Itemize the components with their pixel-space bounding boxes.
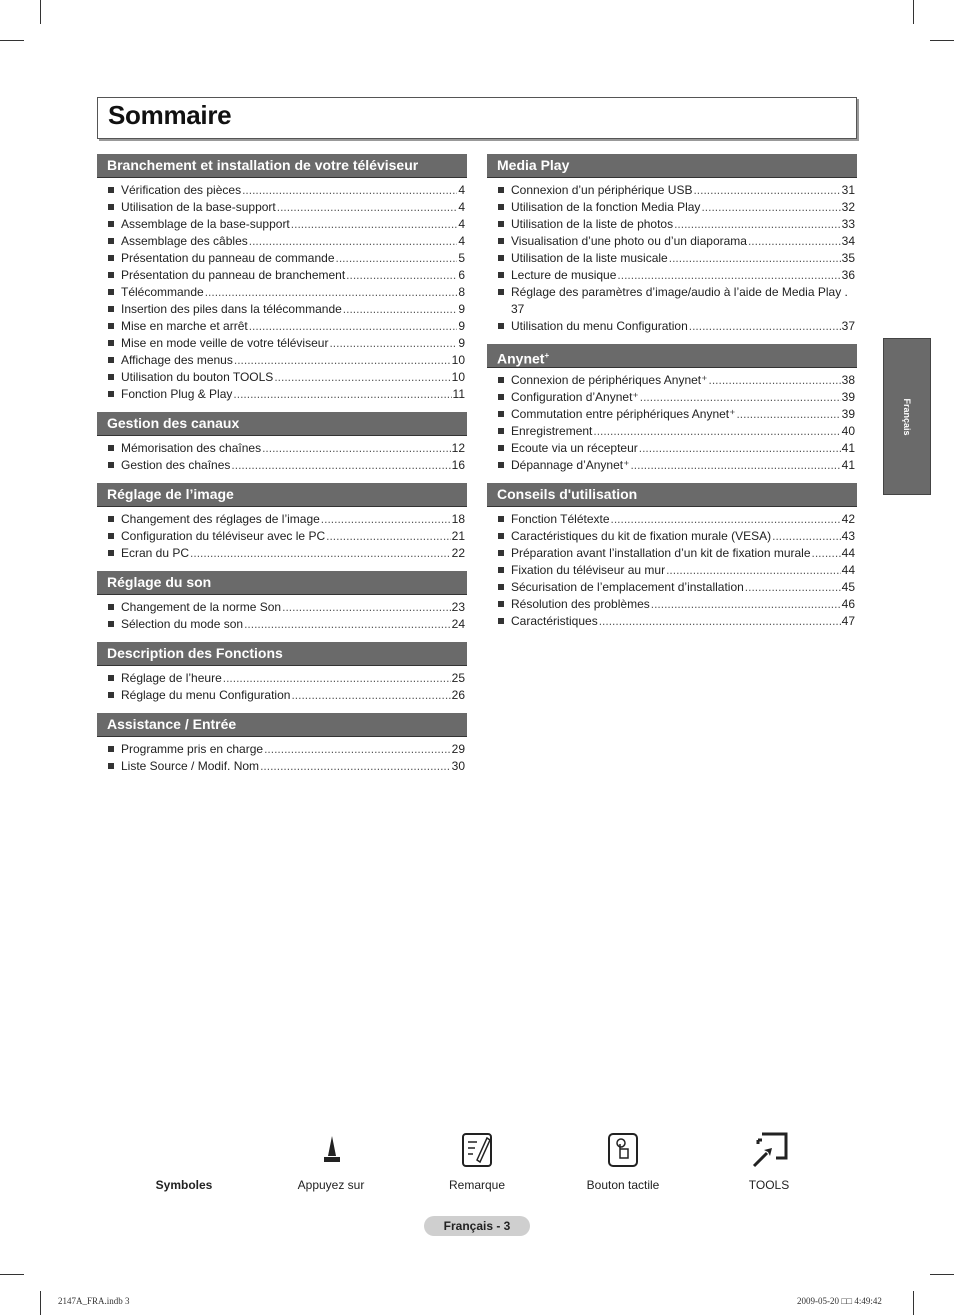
section-heading — [97, 412, 467, 436]
toc-entry[interactable] — [97, 440, 467, 457]
toc-list — [97, 440, 467, 474]
dot-leader — [812, 545, 841, 562]
toc-entry[interactable] — [97, 616, 467, 633]
crop-mark — [0, 40, 24, 41]
toc-entry[interactable] — [487, 528, 857, 545]
toc-entry-text: Résolution des problèmes — [511, 597, 650, 611]
toc-entry[interactable] — [97, 687, 467, 704]
toc-entry-text: Présentation du panneau de branchement — [121, 268, 346, 282]
dot-leader — [262, 440, 451, 457]
toc-entry-page: 10 — [451, 353, 465, 367]
dot-leader — [689, 318, 841, 335]
toc-entry[interactable] — [487, 372, 857, 389]
toc-entry-text: Assemblage de la base-support — [121, 217, 290, 231]
toc-entry-page: 23 — [451, 600, 465, 614]
symbols-heading: Symboles — [155, 1178, 213, 1192]
toc-entry-page: 42 — [841, 512, 855, 526]
toc-entry-page: 35 — [841, 251, 855, 265]
toc-section — [97, 412, 467, 474]
dot-leader — [242, 182, 457, 199]
dot-leader — [264, 741, 451, 758]
toc-entry[interactable] — [97, 741, 467, 758]
toc-section — [97, 483, 467, 562]
toc-entry[interactable] — [487, 199, 857, 216]
section-heading-text: Anynet — [497, 350, 545, 367]
toc-entry-text: Utilisation du menu Configuration — [511, 319, 688, 333]
toc-entry-page: 4 — [458, 200, 465, 214]
toc-entry-page: 5 — [458, 251, 465, 265]
toc-entry[interactable] — [97, 182, 467, 199]
toc-entry-page: 45 — [841, 580, 855, 594]
toc-list — [97, 511, 467, 562]
symbol-label-touch: Bouton tactile — [586, 1178, 660, 1192]
toc-entry-text: Réglage du menu Configuration — [121, 688, 291, 702]
dot-leader — [736, 406, 840, 423]
dot-leader — [234, 352, 451, 369]
toc-entry[interactable] — [97, 284, 467, 301]
toc-entry-text: Ecoute via un récepteur — [511, 441, 638, 455]
dot-leader — [277, 199, 458, 216]
toc-entry-page: 32 — [841, 200, 855, 214]
toc-entry-text: Assemblage des câbles — [121, 234, 248, 248]
toc-entry[interactable] — [97, 250, 467, 267]
crop-mark — [930, 40, 954, 41]
toc-entry-page: 22 — [451, 546, 465, 560]
toc-entry[interactable] — [97, 233, 467, 250]
dot-leader — [291, 216, 458, 233]
toc-entry[interactable] — [97, 528, 467, 545]
dot-leader — [701, 199, 840, 216]
footer-timestamp: 2009-05-20 □□ 4:49:42 — [797, 1296, 882, 1306]
toc-entry[interactable] — [487, 216, 857, 233]
section-heading-text: Conseils d'utilisation — [497, 486, 638, 502]
toc-entry-page: 9 — [458, 319, 465, 333]
toc-list — [487, 372, 857, 474]
toc-entry[interactable] — [97, 267, 467, 284]
toc-entry-page: 46 — [841, 597, 855, 611]
toc-list — [487, 511, 857, 630]
symbols-legend — [0, 1130, 954, 1200]
toc-entry-text: Réglage des paramètres d’image/audio à l’aide de Media Play . 37 — [511, 285, 848, 316]
toc-entry-text: Fixation du téléviseur au mur — [511, 563, 666, 577]
toc-entry-page: 26 — [451, 688, 465, 702]
section-heading-superscript: + — [544, 351, 550, 360]
dot-leader — [669, 250, 841, 267]
dot-leader — [233, 386, 451, 403]
toc-entry-page: 18 — [451, 512, 465, 526]
toc-entry[interactable] — [97, 216, 467, 233]
symbol-label-note: Remarque — [448, 1178, 506, 1192]
dot-leader — [651, 596, 841, 613]
toc-entry[interactable] — [97, 545, 467, 562]
toc-entry-page: 4 — [458, 234, 465, 248]
toc-list — [97, 670, 467, 704]
crop-mark — [913, 1291, 914, 1315]
dot-leader — [693, 182, 840, 199]
toc-entry-page: 40 — [841, 424, 855, 438]
toc-entry-text: Mise en mode veille de votre téléviseur — [121, 336, 329, 350]
toc-section — [97, 713, 467, 775]
toc-entry[interactable] — [487, 233, 857, 250]
section-heading-text: Media Play — [497, 157, 570, 173]
toc-entry-text: Caractéristiques — [511, 614, 598, 628]
section-heading-text: Réglage du son — [107, 574, 212, 590]
toc-entry-page: 9 — [458, 336, 465, 350]
toc-entry-text: Utilisation de la liste musicale — [511, 251, 668, 265]
toc-entry-page: 4 — [458, 183, 465, 197]
toc-entry-page: 24 — [451, 617, 465, 631]
dot-leader — [599, 613, 841, 630]
toc-entry-text: Enregistrement — [511, 424, 593, 438]
toc-entry-text: Fonction Télétexte — [511, 512, 610, 526]
dot-leader — [639, 440, 841, 457]
section-heading — [97, 642, 467, 666]
section-heading-text: Assistance / Entrée — [107, 716, 237, 732]
toc-entry-page: 4 — [458, 217, 465, 231]
section-heading — [97, 483, 467, 507]
toc-entry-page: 6 — [458, 268, 465, 282]
section-heading-text: Branchement et installation de votre téléviseur — [107, 157, 419, 173]
toc-entry-page: 12 — [451, 441, 465, 455]
toc-entry[interactable] — [487, 562, 857, 579]
toc-entry-page: 16 — [451, 458, 465, 472]
toc-entry-text: Commutation entre périphériques Anynet⁺ — [511, 407, 736, 421]
toc-entry[interactable] — [97, 457, 467, 474]
toc-entry[interactable] — [97, 301, 467, 318]
toc-list — [487, 182, 857, 335]
toc-entry-page: 44 — [841, 563, 855, 577]
toc-entry[interactable] — [97, 199, 467, 216]
toc-entry[interactable] — [97, 369, 467, 386]
toc-entry[interactable] — [487, 284, 857, 318]
section-heading — [487, 483, 857, 507]
toc-entry[interactable] — [487, 389, 857, 406]
dot-leader — [326, 528, 451, 545]
toc-entry[interactable] — [487, 511, 857, 528]
side-tab-label: Français — [902, 397, 912, 436]
toc-section — [487, 344, 857, 474]
toc-entry-page: 25 — [451, 671, 465, 685]
toc-entry[interactable] — [487, 457, 857, 474]
toc-entry-text: Ecran du PC — [121, 546, 190, 560]
toc-entry[interactable] — [487, 267, 857, 284]
toc-entry-text: Changement de la norme Son — [121, 600, 282, 614]
footer-file-info: 2147A_FRA.indb 3 — [58, 1296, 130, 1306]
toc-section — [97, 642, 467, 704]
page-number: Français - 3 — [424, 1216, 530, 1236]
touch-button-icon — [603, 1130, 643, 1170]
toc-entry-text: Changement des réglages de l’image — [121, 512, 320, 526]
toc-entry[interactable] — [487, 318, 857, 335]
toc-entry-page: 47 — [841, 614, 855, 628]
toc-entry-page: 34 — [841, 234, 855, 248]
toc-entry-text: Vérification des pièces — [121, 183, 242, 197]
toc-entry[interactable] — [487, 545, 857, 562]
dot-leader — [748, 233, 841, 250]
dot-leader — [223, 670, 451, 687]
toc-right-column — [487, 154, 857, 639]
toc-entry[interactable] — [97, 511, 467, 528]
toc-entry-page: 44 — [841, 546, 855, 560]
toc-entry-page: 9 — [458, 302, 465, 316]
section-heading — [97, 713, 467, 737]
toc-entry-text: Réglage de l’heure — [121, 671, 222, 685]
toc-entry-text: Liste Source / Modif. Nom — [121, 759, 260, 773]
tools-icon — [750, 1130, 790, 1170]
section-heading — [487, 344, 857, 368]
crop-mark — [40, 0, 41, 24]
toc-list — [97, 599, 467, 633]
dot-leader — [343, 301, 458, 318]
section-heading-text: Réglage de l’image — [107, 486, 234, 502]
toc-entry-text: Connexion d’un périphérique USB — [511, 183, 693, 197]
toc-entry-text: Configuration du téléviseur avec le PC — [121, 529, 326, 543]
toc-entry-page: 36 — [841, 268, 855, 282]
toc-entry[interactable] — [487, 579, 857, 596]
dot-leader — [282, 599, 451, 616]
toc-entry[interactable] — [97, 318, 467, 335]
toc-entry-page: 38 — [841, 373, 855, 387]
toc-entry-text: Télécommande — [121, 285, 204, 299]
toc-entry-text: Présentation du panneau de commande — [121, 251, 335, 265]
toc-entry-text: Affichage des menus — [121, 353, 233, 367]
toc-entry[interactable] — [97, 758, 467, 775]
toc-entry-text: Mise en marche et arrêt — [121, 319, 248, 333]
toc-section — [97, 571, 467, 633]
toc-entry[interactable] — [487, 182, 857, 199]
toc-entry-page: 37 — [841, 319, 855, 333]
crop-mark — [0, 1274, 24, 1275]
toc-entry[interactable] — [487, 423, 857, 440]
toc-entry[interactable] — [487, 440, 857, 457]
section-heading-text: Description des Fonctions — [107, 645, 283, 661]
toc-entry-text: Configuration d’Anynet⁺ — [511, 390, 639, 404]
toc-section — [97, 154, 467, 403]
dot-leader — [231, 457, 450, 474]
dot-leader — [205, 284, 458, 301]
toc-entry-text: Mémorisation des chaînes — [121, 441, 262, 455]
toc-entry-text: Gestion des chaînes — [121, 458, 231, 472]
language-side-tab — [883, 338, 931, 495]
dot-leader — [346, 267, 457, 284]
toc-list — [97, 182, 467, 403]
toc-entry-page: 33 — [841, 217, 855, 231]
crop-mark — [930, 1274, 954, 1275]
toc-entry-text: Visualisation d’une photo ou d’un diaporama — [511, 234, 747, 248]
toc-entry-page: 11 — [452, 387, 465, 401]
dot-leader — [708, 372, 840, 389]
dot-leader — [630, 457, 840, 474]
toc-entry[interactable] — [97, 670, 467, 687]
toc-entry-page: 8 — [458, 285, 465, 299]
note-icon — [457, 1130, 497, 1170]
toc-entry-text: Sélection du mode son — [121, 617, 244, 631]
toc-entry-page: 30 — [451, 759, 465, 773]
section-heading — [487, 154, 857, 178]
toc-entry[interactable] — [487, 613, 857, 630]
toc-entry-text: Utilisation de la base-support — [121, 200, 276, 214]
press-icon — [312, 1130, 352, 1170]
toc-entry[interactable] — [487, 406, 857, 423]
toc-entry-page: 31 — [841, 183, 855, 197]
dot-leader — [617, 267, 840, 284]
dot-leader — [190, 545, 451, 562]
symbol-label-press: Appuyez sur — [297, 1178, 365, 1192]
dot-leader — [249, 233, 458, 250]
toc-entry-page: 21 — [451, 529, 465, 543]
dot-leader — [329, 335, 457, 352]
dot-leader — [321, 511, 451, 528]
section-heading-text: Gestion des canaux — [107, 415, 240, 431]
toc-entry[interactable] — [97, 386, 467, 403]
toc-entry[interactable] — [97, 335, 467, 352]
toc-entry-text: Caractéristiques du kit de fixation murale (VESA) — [511, 529, 772, 543]
dot-leader — [274, 369, 450, 386]
toc-entry-page: 39 — [841, 407, 855, 421]
dot-leader — [745, 579, 841, 596]
toc-entry-text: Utilisation de la liste de photos — [511, 217, 674, 231]
toc-list — [97, 741, 467, 775]
toc-entry-text: Connexion de périphériques Anynet⁺ — [511, 373, 708, 387]
dot-leader — [249, 318, 458, 335]
toc-entry-page: 39 — [841, 390, 855, 404]
toc-entry-page: 10 — [451, 370, 465, 384]
section-heading — [97, 571, 467, 595]
dot-leader — [244, 616, 451, 633]
toc-entry-text: Préparation avant l’installation d’un kit de fixation murale — [511, 546, 811, 560]
dot-leader — [666, 562, 841, 579]
dot-leader — [260, 758, 451, 775]
dot-leader — [593, 423, 840, 440]
section-heading — [97, 154, 467, 178]
crop-mark — [40, 1291, 41, 1315]
toc-left-column — [97, 154, 467, 784]
toc-section — [487, 483, 857, 630]
toc-entry[interactable] — [97, 352, 467, 369]
toc-entry-text: Dépannage d’Anynet⁺ — [511, 458, 630, 472]
toc-entry-text: Utilisation de la fonction Media Play — [511, 200, 701, 214]
toc-entry-text: Insertion des piles dans la télécommande — [121, 302, 342, 316]
toc-entry-text: Programme pris en charge — [121, 742, 264, 756]
dot-leader — [336, 250, 458, 267]
dot-leader — [611, 511, 841, 528]
toc-entry-page: 43 — [841, 529, 855, 543]
symbol-label-tools: TOOLS — [748, 1178, 790, 1192]
crop-mark — [913, 0, 914, 24]
toc-entry-page: 29 — [451, 742, 465, 756]
toc-entry-page: 41 — [841, 458, 855, 472]
toc-entry[interactable] — [487, 250, 857, 267]
title-box — [97, 97, 857, 139]
dot-leader — [291, 687, 450, 704]
toc-section — [487, 154, 857, 335]
dot-leader — [640, 389, 841, 406]
toc-entry-page: 41 — [841, 441, 855, 455]
page-title: Sommaire — [108, 100, 232, 130]
dot-leader — [772, 528, 841, 545]
toc-entry-text: Lecture de musique — [511, 268, 617, 282]
toc-entry-text: Fonction Plug & Play — [121, 387, 233, 401]
toc-entry-text: Sécurisation de l’emplacement d’installation — [511, 580, 744, 594]
toc-entry[interactable] — [97, 599, 467, 616]
dot-leader — [674, 216, 841, 233]
toc-entry-text: Utilisation du bouton TOOLS — [121, 370, 274, 384]
toc-entry[interactable] — [487, 596, 857, 613]
